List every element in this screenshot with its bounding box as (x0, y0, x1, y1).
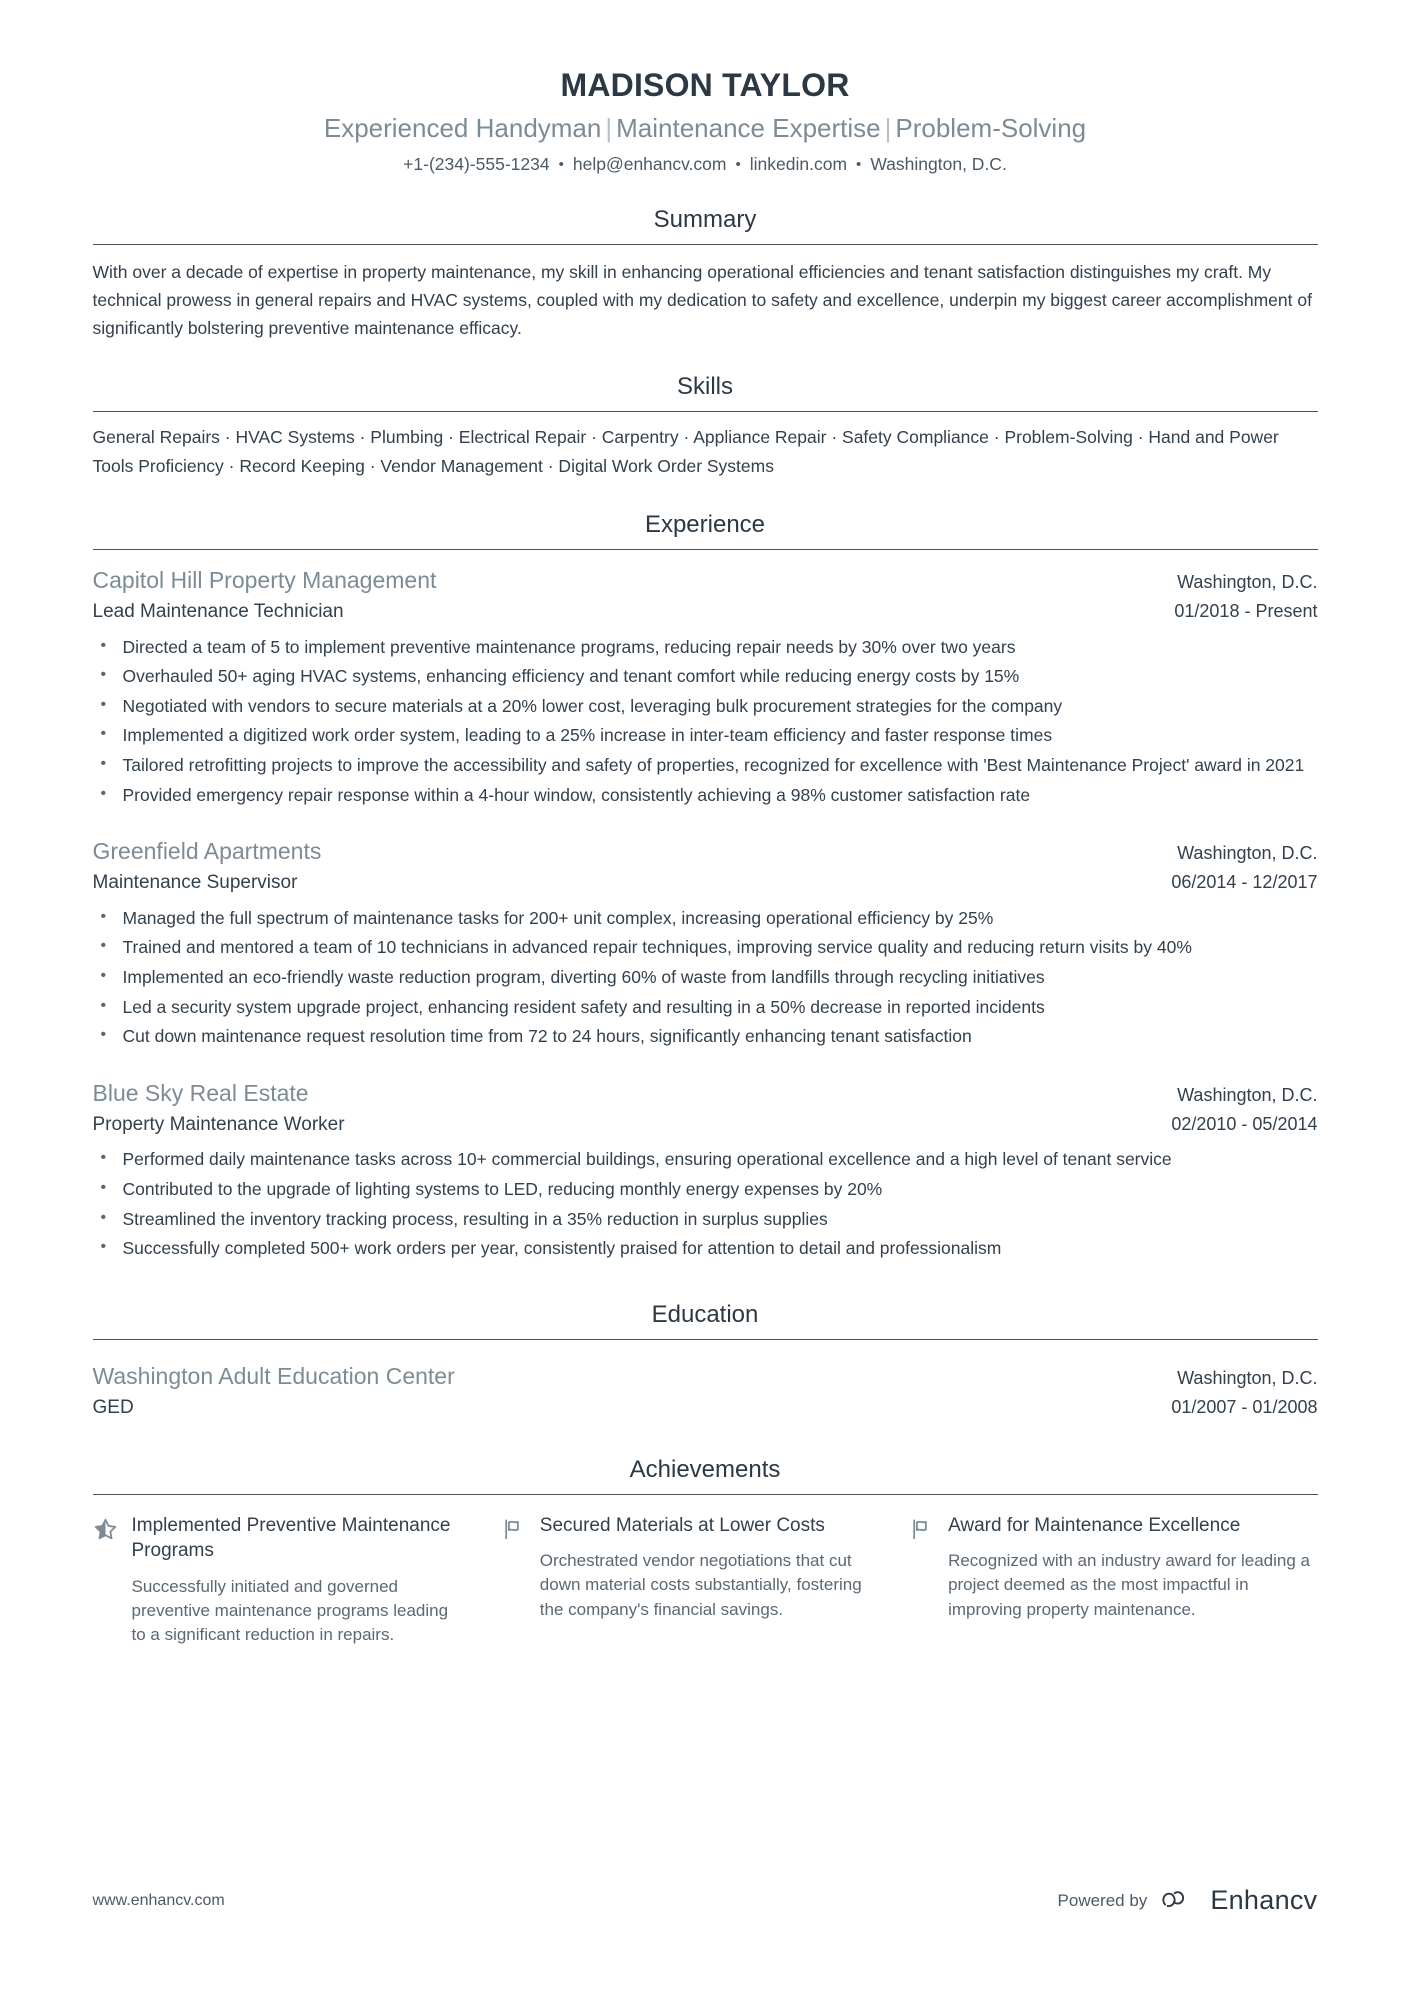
experience-role: Lead Maintenance Technician (92, 600, 344, 622)
achievement-description: Orchestrated vendor negotiations that cut down material costs substantially, fostering the company's financial savings. (539, 1551, 862, 1619)
enhancv-logo-icon (1161, 1884, 1201, 1917)
experience-section-title: Experience (644, 511, 766, 539)
experience-entry-header (93, 1079, 1318, 1108)
headline-separator-1: | (605, 112, 613, 143)
education-section (93, 1301, 1318, 1420)
experience-bullet: • Successfully completed 500+ work orders per year, consistently praised for attention to detail and professionalism (93, 1235, 1318, 1263)
experience-company: Blue Sky Real Estate (92, 1080, 309, 1107)
achievement-title: Secured Materials at Lower Costs (539, 1515, 825, 1537)
achievement-item (93, 1513, 501, 1647)
experience-entry-subheader (93, 871, 1318, 896)
contact-email[interactable]: help@enhancv.com (572, 154, 727, 175)
achievement-item (501, 1513, 909, 1647)
education-entry-subheader (93, 1396, 1318, 1421)
experience-bullet: • Trained and mentored a team of 10 technicians in advanced repair techniques, improving service quality and reducing return visits by 40% (93, 934, 1318, 962)
resume-header (93, 68, 1318, 176)
education-location: Washington, D.C. (1177, 1367, 1318, 1388)
summary-text: With over a decade of expertise in property maintenance, my skill in enhancing operational efficiencies and tenant satisfaction distinguishes my craft. My technical prowess in general repairs and HVAC systems, coupled with my dedication to safety and excellence, underpin my biggest career accomplishment of significantly bolstering preventive maintenance efficacy. (92, 261, 1312, 339)
experience-role: Maintenance Supervisor (92, 872, 298, 894)
star-icon (93, 1513, 119, 1542)
contact-dot-3: • (856, 156, 862, 174)
skills-section (93, 373, 1318, 482)
experience-bullet: • Implemented an eco-friendly waste reduction program, diverting 60% of waste from landfills through recycling initiatives (93, 964, 1318, 992)
experience-entry-subheader (93, 1113, 1318, 1138)
achievement-title: Implemented Preventive Maintenance Programs (131, 1515, 451, 1562)
footer-branding (1058, 1884, 1318, 1917)
headline-part-3: Problem-Solving (895, 112, 1087, 143)
experience-company: Capitol Hill Property Management (92, 567, 437, 594)
skills-section-title: Skills (676, 372, 733, 400)
flag-icon (501, 1513, 527, 1542)
achievements-grid (93, 1495, 1318, 1647)
experience-location: Washington, D.C. (1177, 843, 1318, 864)
achievement-item (909, 1513, 1317, 1647)
experience-bullet: • Negotiated with vendors to secure materials at a 20% lower cost, leveraging bulk procurement strategies for the company (93, 693, 1318, 721)
summary-section (93, 206, 1318, 343)
experience-role: Property Maintenance Worker (92, 1113, 345, 1135)
experience-bullets (93, 634, 1318, 810)
experience-entry (93, 811, 1318, 1051)
experience-bullet: • Led a security system upgrade project, enhancing resident safety and resulting in a 50% decrease in reported incidents (93, 994, 1318, 1022)
education-degree: GED (92, 1396, 134, 1418)
experience-location: Washington, D.C. (1177, 572, 1318, 593)
skills-list: General Repairs · HVAC Systems · Plumbing · Electrical Repair · Carpentry · Appliance Repair · Safety Compliance · Problem-Solving · Hand and Power Tools Proficiency · Record Keeping · Vendor Management · Digital Work Order Systems (92, 426, 1279, 476)
contact-dot-1: • (558, 156, 564, 174)
education-dates: 01/2007 - 01/2008 (1171, 1396, 1318, 1417)
education-section-title: Education (651, 1301, 759, 1329)
experience-bullet: • Directed a team of 5 to implement preventive maintenance programs, reducing repair needs by 30% over two years (93, 634, 1318, 662)
enhancv-brand[interactable] (1161, 1884, 1317, 1917)
experience-bullet: • Provided emergency repair response within a 4-hour window, consistently achieving a 98% customer satisfaction rate (93, 782, 1318, 810)
experience-bullet: • Implemented a digitized work order system, leading to a 25% increase in inter-team efficiency and faster response times (93, 722, 1318, 750)
experience-entry-header (93, 566, 1318, 595)
experience-bullet: • Overhauled 50+ aging HVAC systems, enhancing efficiency and tenant comfort while reducing energy costs by 15% (93, 663, 1318, 691)
headline-separator-2: | (884, 112, 892, 143)
headline-part-1: Experienced Handyman (323, 112, 602, 143)
contact-linkedin[interactable]: linkedin.com (749, 154, 848, 175)
experience-entry (93, 550, 1318, 809)
experience-dates: 06/2014 - 12/2017 (1171, 872, 1318, 893)
achievements-section-title: Achievements (629, 1456, 781, 1484)
candidate-name: MADISON TAYLOR (560, 67, 850, 103)
experience-entry-subheader (93, 600, 1318, 625)
experience-bullet: • Managed the full spectrum of maintenance tasks for 200+ unit complex, increasing operational efficiency by 25% (93, 905, 1318, 933)
experience-bullet: • Cut down maintenance request resolution time from 72 to 24 hours, significantly enhancing tenant satisfaction (93, 1023, 1318, 1051)
page-footer (93, 1884, 1318, 1917)
summary-section-title: Summary (653, 205, 757, 233)
experience-dates: 02/2010 - 05/2014 (1171, 1113, 1318, 1134)
experience-bullet: • Performed daily maintenance tasks across 10+ commercial buildings, ensuring operational excellence and a high level of tenant service (93, 1146, 1318, 1174)
education-entry (93, 1340, 1318, 1420)
powered-by-label: Powered by (1057, 1890, 1148, 1910)
contact-dot-2: • (735, 156, 741, 174)
experience-dates: 01/2018 - Present (1174, 600, 1318, 621)
experience-bullets (93, 1146, 1318, 1263)
contact-line (93, 154, 1318, 176)
experience-bullet: • Streamlined the inventory tracking process, resulting in a 35% reduction in surplus supplies (93, 1206, 1318, 1234)
experience-company: Greenfield Apartments (92, 838, 322, 865)
experience-bullets (93, 905, 1318, 1051)
contact-phone: +1-(234)-555-1234 (403, 154, 550, 175)
achievement-description: Successfully initiated and governed preventive maintenance programs leading to a significant reduction in repairs. (131, 1576, 449, 1644)
headline-part-2: Maintenance Expertise (616, 112, 881, 143)
education-entry-header (93, 1362, 1318, 1391)
candidate-headline (93, 113, 1318, 144)
enhancv-wordmark: Enhancv (1210, 1885, 1318, 1915)
achievements-section (93, 1456, 1318, 1647)
education-school: Washington Adult Education Center (92, 1362, 455, 1389)
experience-entry-header (93, 837, 1318, 866)
achievement-title: Award for Maintenance Excellence (948, 1515, 1241, 1537)
experience-section (93, 511, 1318, 1263)
flag-icon (909, 1513, 935, 1542)
experience-bullet: • Contributed to the upgrade of lighting systems to LED, reducing monthly energy expenses by 20% (93, 1176, 1318, 1204)
achievement-description: Recognized with an industry award for leading a project deemed as the most impactful in improving property maintenance. (948, 1551, 1310, 1619)
experience-bullet: • Tailored retrofitting projects to improve the accessibility and safety of properties, recognized for excellence with 'Best Maintenance Project' award in 2021 (93, 752, 1318, 780)
footer-website-url[interactable]: www.enhancv.com (92, 1891, 225, 1909)
experience-location: Washington, D.C. (1177, 1085, 1318, 1106)
experience-entry (93, 1053, 1318, 1263)
contact-location: Washington, D.C. (870, 154, 1007, 175)
